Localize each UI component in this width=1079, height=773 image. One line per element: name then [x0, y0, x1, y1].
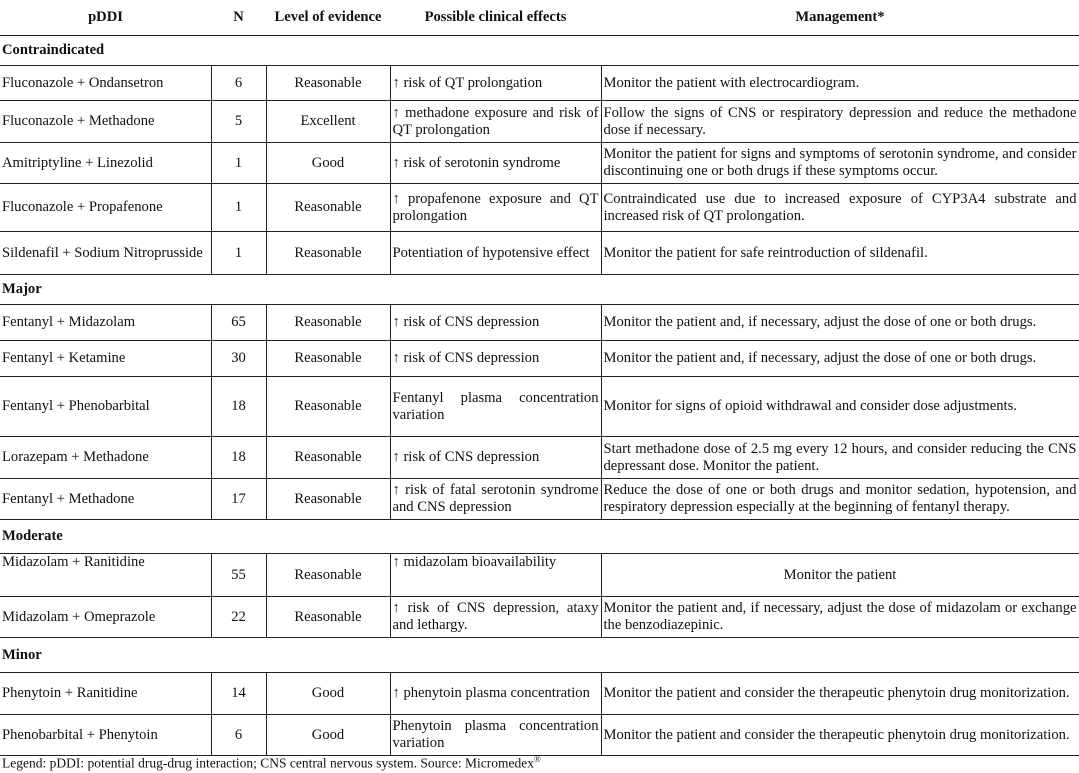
- registered-mark: ®: [534, 754, 541, 764]
- n-cell: 17: [211, 479, 266, 520]
- n-cell: 5: [211, 101, 266, 143]
- pddi-cell: Fluconazole + Ondansetron: [0, 66, 211, 101]
- table-row: [0, 673, 1079, 715]
- evidence-cell: Reasonable: [266, 66, 390, 101]
- management-cell: Monitor the patient with electrocardiogram.: [601, 66, 1079, 101]
- management-cell: Monitor the patient and, if necessary, adjust the dose of one or both drugs.: [601, 305, 1079, 341]
- evidence-cell: Reasonable: [266, 341, 390, 377]
- section-title: Contraindicated: [2, 42, 105, 58]
- effects-cell: Fentanyl plasma concentration variation: [390, 377, 601, 437]
- pddi-cell: Sildenafil + Sodium Nitroprusside: [0, 232, 211, 275]
- pddi-cell: Phenytoin + Ranitidine: [0, 673, 211, 715]
- pddi-cell: Fentanyl + Methadone: [0, 479, 211, 520]
- evidence-cell: Good: [266, 143, 390, 184]
- evidence-cell: Reasonable: [266, 479, 390, 520]
- section-title: Minor: [2, 646, 42, 663]
- header-n: N: [211, 0, 266, 36]
- management-cell: Start methadone dose of 2.5 mg every 12 hours, and consider reducing the CNS depressant dose. Monitor the patient.: [601, 437, 1079, 479]
- table-row: [0, 143, 1079, 184]
- management-cell: Monitor the patient and, if necessary, adjust the dose of one or both drugs.: [601, 341, 1079, 377]
- management-cell: Monitor the patient and, if necessary, adjust the dose of midazolam or exchange the benzodiazepinic.: [601, 597, 1079, 638]
- n-cell: 1: [211, 232, 266, 275]
- management-cell: Follow the signs of CNS or respiratory depression and reduce the methadone dose if necessary.: [601, 101, 1079, 143]
- n-cell: 55: [211, 554, 266, 597]
- header-row: [0, 0, 1079, 36]
- pddi-cell: Fluconazole + Propafenone: [0, 184, 211, 232]
- management-cell: Monitor the patient and consider the therapeutic phenytoin drug monitorization.: [601, 673, 1079, 715]
- effects-cell: Potentiation of hypotensive effect: [390, 232, 601, 275]
- table-legend: [2, 754, 541, 772]
- n-cell: 14: [211, 673, 266, 715]
- pddi-cell: Fentanyl + Phenobarbital: [0, 377, 211, 437]
- table-row: [0, 101, 1079, 143]
- table-row: [0, 377, 1079, 437]
- effects-cell: ↑ risk of QT prolongation: [390, 66, 601, 101]
- effects-cell: ↑ midazolam bioavailability: [390, 554, 601, 597]
- evidence-cell: Good: [266, 715, 390, 756]
- management-cell: Monitor for signs of opioid withdrawal and consider dose adjustments.: [601, 377, 1079, 437]
- management-cell: Monitor the patient for signs and symptoms of serotonin syndrome, and consider discontinuing one or both drugs if these symptoms occur.: [601, 143, 1079, 184]
- n-cell: 18: [211, 437, 266, 479]
- section-row: [0, 36, 1079, 66]
- effects-cell: ↑ risk of fatal serotonin syndrome and CNS depression: [390, 479, 601, 520]
- evidence-cell: Reasonable: [266, 232, 390, 275]
- management-cell: Monitor the patient and consider the therapeutic phenytoin drug monitorization.: [601, 715, 1079, 756]
- n-cell: 65: [211, 305, 266, 341]
- n-cell: 22: [211, 597, 266, 638]
- evidence-cell: Reasonable: [266, 305, 390, 341]
- section-row: [0, 520, 1079, 554]
- pddi-cell: Fentanyl + Midazolam: [0, 305, 211, 341]
- table-row: [0, 597, 1079, 638]
- effects-cell: ↑ risk of CNS depression, ataxy and lethargy.: [390, 597, 601, 638]
- effects-cell: ↑ risk of CNS depression: [390, 305, 601, 341]
- pddi-cell: Lorazepam + Methadone: [0, 437, 211, 479]
- evidence-cell: Good: [266, 673, 390, 715]
- pddi-cell: Midazolam + Omeprazole: [0, 597, 211, 638]
- table-row: [0, 437, 1079, 479]
- evidence-cell: Reasonable: [266, 597, 390, 638]
- effects-cell: Phenytoin plasma concentration variation: [390, 715, 601, 756]
- n-cell: 30: [211, 341, 266, 377]
- header-effects: Possible clinical effects: [390, 0, 601, 36]
- header-management: Management*: [601, 0, 1079, 36]
- table-row: [0, 66, 1079, 101]
- table-row: [0, 305, 1079, 341]
- table-row: [0, 184, 1079, 232]
- evidence-cell: Reasonable: [266, 377, 390, 437]
- management-cell: Contraindicated use due to increased exposure of CYP3A4 substrate and increased risk of QT prolongation.: [601, 184, 1079, 232]
- evidence-cell: Reasonable: [266, 184, 390, 232]
- pddi-cell: Phenobarbital + Phenytoin: [0, 715, 211, 756]
- section-title: Moderate: [2, 528, 63, 544]
- pddi-cell: Fluconazole + Methadone: [0, 101, 211, 143]
- table-row: [0, 341, 1079, 377]
- management-cell: Monitor the patient for safe reintroduction of sildenafil.: [601, 232, 1079, 275]
- header-evidence: Level of evidence: [266, 0, 390, 36]
- header-pddi: pDDI: [0, 0, 211, 36]
- pddi-cell: Fentanyl + Ketamine: [0, 341, 211, 377]
- effects-cell: ↑ phenytoin plasma concentration: [390, 673, 601, 715]
- effects-cell: ↑ risk of CNS depression: [390, 341, 601, 377]
- n-cell: 18: [211, 377, 266, 437]
- effects-cell: ↑ propafenone exposure and QT prolongation: [390, 184, 601, 232]
- section-row: [0, 638, 1079, 673]
- evidence-cell: Reasonable: [266, 554, 390, 597]
- legend-text: Legend: pDDI: potential drug-drug interaction; CNS central nervous system. Source: Micromedex: [2, 755, 534, 771]
- section-title: Major: [2, 281, 42, 297]
- n-cell: 1: [211, 143, 266, 184]
- evidence-cell: Reasonable: [266, 437, 390, 479]
- n-cell: 1: [211, 184, 266, 232]
- table-row: [0, 479, 1079, 520]
- pddi-cell: Midazolam + Ranitidine: [0, 554, 211, 597]
- effects-cell: ↑ risk of serotonin syndrome: [390, 143, 601, 184]
- pddi-cell: Amitriptyline + Linezolid: [0, 143, 211, 184]
- n-cell: 6: [211, 715, 266, 756]
- management-cell: Monitor the patient: [601, 554, 1079, 597]
- management-cell: Reduce the dose of one or both drugs and monitor sedation, hypotension, and respiratory depression especially at the beginning of fentanyl therapy.: [601, 479, 1079, 520]
- table-row: [0, 715, 1079, 756]
- effects-cell: ↑ methadone exposure and risk of QT prolongation: [390, 101, 601, 143]
- n-cell: 6: [211, 66, 266, 101]
- section-row: [0, 275, 1079, 305]
- effects-cell: ↑ risk of CNS depression: [390, 437, 601, 479]
- table-row: [0, 554, 1079, 597]
- evidence-cell: Excellent: [266, 101, 390, 143]
- table-row: [0, 232, 1079, 275]
